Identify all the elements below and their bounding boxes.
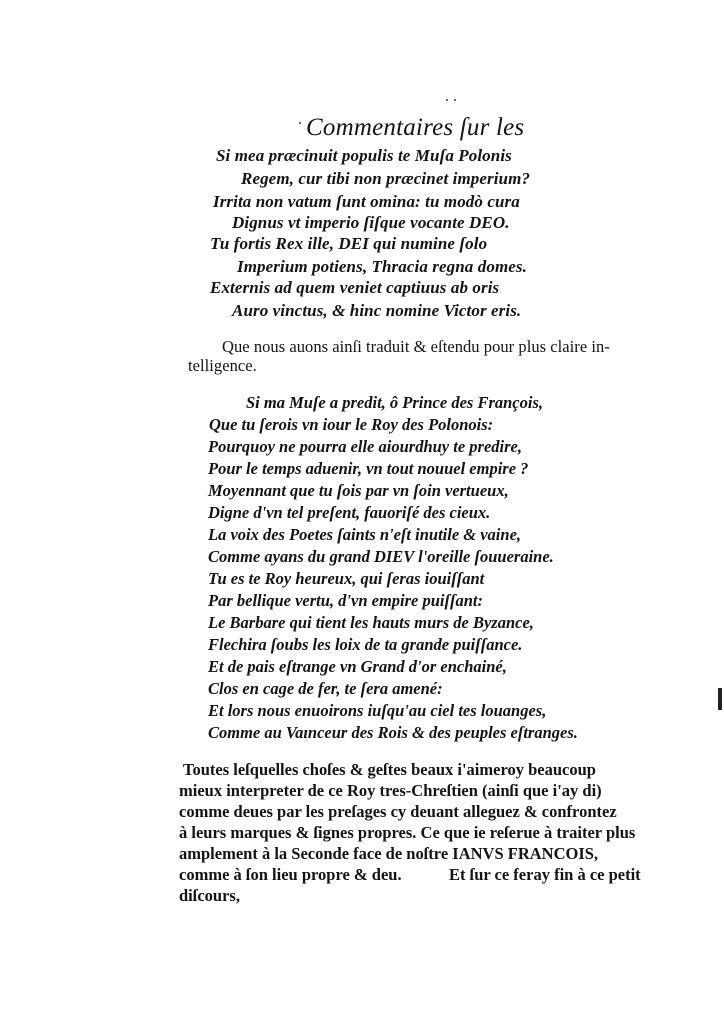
latin-verse-line: Regem, cur tibi non præcinet imperium? — [241, 169, 531, 188]
closing-line: Et ſur ce feray fin à ce petit — [449, 865, 641, 884]
latin-verse-line: Auro vinctus, & hinc nomine Victor eris. — [232, 301, 522, 320]
latin-verse-line: Imperium potiens, Thracia regna domes. — [237, 257, 527, 276]
closing-line: comme à ſon lieu propre & deu. — [179, 865, 402, 884]
french-verse-line: Comme au Vaınceur des Rois & des peuples eſtranges. — [208, 723, 578, 742]
closing-line: à leurs marques & ſignes propres. Ce que ie reſerue à traiter plus — [179, 823, 636, 842]
french-verse-line: Moyennant que tu ſois par vn ſoin vertueux, — [208, 481, 509, 500]
closing-line: diſcours, — [179, 886, 240, 905]
french-verse-line: Le Barbare qui tient les hauts murs de Byzance, — [208, 613, 534, 632]
french-verse-line: Tu es te Roy heureux, qui ſeras iouiſſant — [208, 569, 485, 588]
ink-speck — [446, 99, 448, 101]
latin-verse-line: Dignus vt imperio ſiſque vocante DEO. — [232, 213, 510, 232]
latin-verse-line: Si mea præcinuit populis te Muſa Polonis — [216, 146, 512, 165]
french-verse-line: Clos en cage de fer, te ſera amené: — [208, 679, 443, 698]
closing-line: Toutes leſquelles choſes & geſtes beaux i'aimeroy beaucoup — [183, 760, 596, 779]
closing-line: amplement à la Seconde face de noſtre IANVS FRANCOIS, — [179, 844, 599, 863]
french-verse-line: Flechira ſoubs les loix de ta grande puiſſance. — [208, 635, 523, 654]
french-verse-line: Pour le temps aduenir, vn tout nouuel empire ? — [208, 459, 529, 478]
french-verse-line: Pourquoy ne pourra elle aiourdhuy te predire, — [208, 437, 522, 456]
ink-speck — [299, 122, 301, 124]
french-verse-line: Digne d'vn tel preſent, fauoriſé des cieux. — [208, 503, 491, 522]
ink-speck — [454, 99, 456, 101]
french-verse-line: La voix des Poetes ſaints n'eſt inutile & vaine, — [208, 525, 522, 544]
french-verse-line: Que tu ſerois vn iour le Roy des Polonois: — [209, 415, 494, 434]
running-header: Commentaires ſur les — [306, 114, 525, 141]
french-verse-line: Comme ayans du grand DIEV l'oreille ſouueraine. — [208, 547, 554, 566]
latin-verse-line: Tu fortis Rex ille, DEI qui numine ſolo — [210, 234, 488, 253]
closing-line: mieux interpreter de ce Roy tres-Chreſtien (ainſi que i'ay di) — [179, 781, 602, 800]
french-verse-line: Si ma Muſe a predit, ô Prince des François, — [246, 393, 544, 412]
intro-line: telligence. — [188, 356, 257, 375]
latin-verse-line: Irrita non vatum ſunt omina: tu modò cura — [213, 192, 520, 211]
page-edge-mark — [718, 688, 722, 710]
french-verse-line: Et de pais eſtrange vn Grand d'or enchainé, — [208, 657, 507, 676]
latin-verse-line: Externis ad quem veniet captiuus ab oris — [210, 278, 500, 297]
french-verse-line: Et lors nous enuoirons iuſqu'au ciel tes louanges, — [208, 701, 547, 720]
closing-line: comme deues par les preſages cy deuant alleguez & confrontez — [179, 802, 617, 821]
intro-line: Que nous auons ainſi traduit & eſtendu pour plus claire in- — [222, 337, 610, 356]
french-verse-line: Par bellique vertu, d'vn empire puiſſant: — [208, 591, 483, 610]
